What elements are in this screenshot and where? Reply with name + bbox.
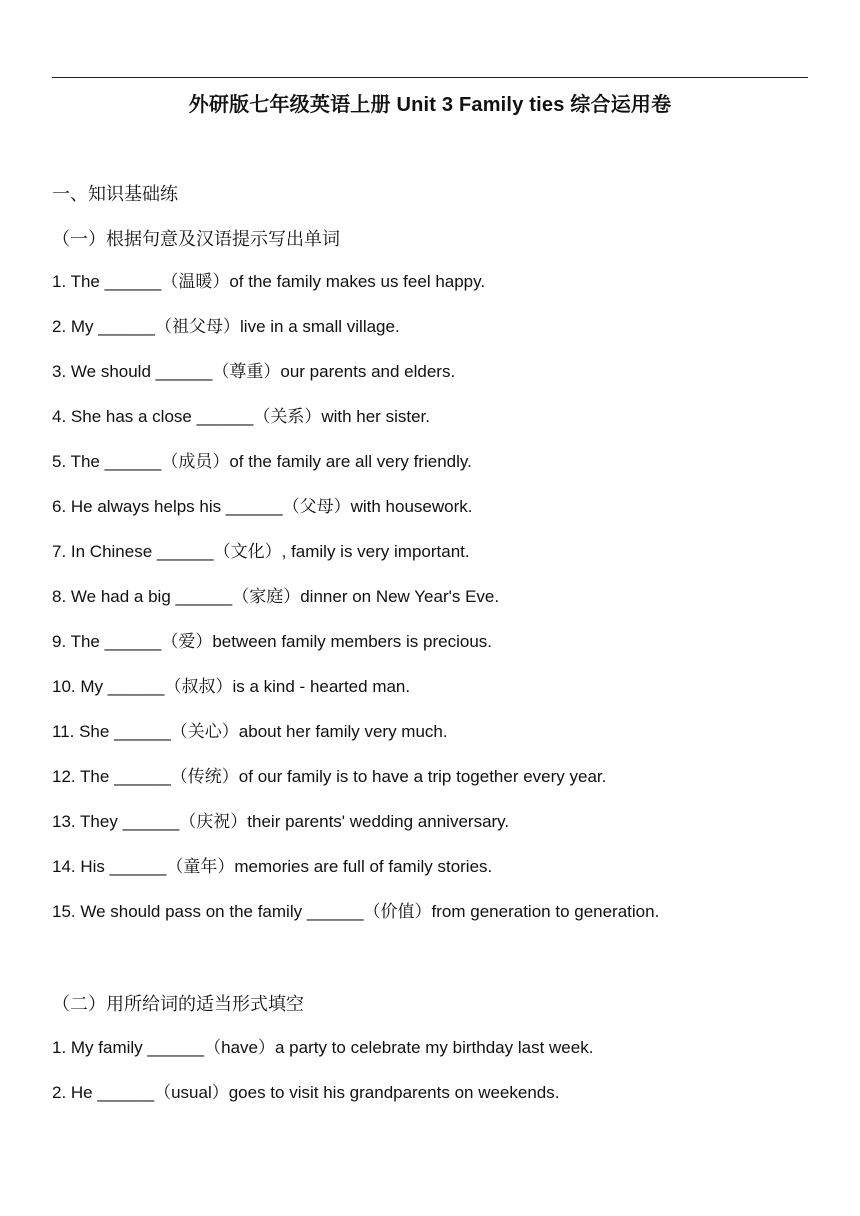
question-item: 2. My ______（祖父母）live in a small village.: [52, 317, 400, 336]
question-item: 9. The ______（爱）between family members is precious.: [52, 632, 492, 651]
question-item: 12. The ______（传统）of our family is to have a trip together every year.: [52, 767, 607, 786]
question-list-part1: [52, 270, 832, 945]
question-item: 8. We had a big ______（家庭）dinner on New Year's Eve.: [52, 587, 500, 606]
question-item: 7. In Chinese ______（文化）, family is very important.: [52, 542, 470, 561]
sub-heading-part1: （一）根据句意及汉语提示写出单词: [52, 229, 340, 249]
sub-heading-part2: （二）用所给词的适当形式填空: [52, 994, 304, 1014]
question-item: 10. My ______（叔叔）is a kind - hearted man.: [52, 677, 411, 696]
question-list-part2: [52, 1036, 832, 1126]
question-item: 3. We should ______（尊重）our parents and elders.: [52, 362, 456, 381]
question-item: 15. We should pass on the family ______（价值）from generation to generation.: [52, 902, 660, 921]
section-heading-knowledge: 一、知识基础练: [52, 184, 178, 204]
header-rule: [52, 77, 808, 78]
question-item: 5. The ______（成员）of the family are all very friendly.: [52, 452, 472, 471]
question-item: 2. He ______（usual）goes to visit his grandparents on weekends.: [52, 1083, 560, 1102]
question-item: 11. She ______（关心）about her family very much.: [52, 722, 448, 741]
question-item: 13. They ______（庆祝）their parents' wedding anniversary.: [52, 812, 510, 831]
question-item: 6. He always helps his ______（父母）with housework.: [52, 497, 473, 516]
question-item: 1. The ______（温暖）of the family makes us feel happy.: [52, 272, 486, 291]
question-item: 4. She has a close ______（关系）with her sister.: [52, 407, 430, 426]
page-title: 外研版七年级英语上册 Unit 3 Family ties 综合运用卷: [188, 94, 672, 116]
question-item: 14. His ______（童年）memories are full of family stories.: [52, 857, 493, 876]
question-item: 1. My family ______（have）a party to celebrate my birthday last week.: [52, 1038, 594, 1057]
